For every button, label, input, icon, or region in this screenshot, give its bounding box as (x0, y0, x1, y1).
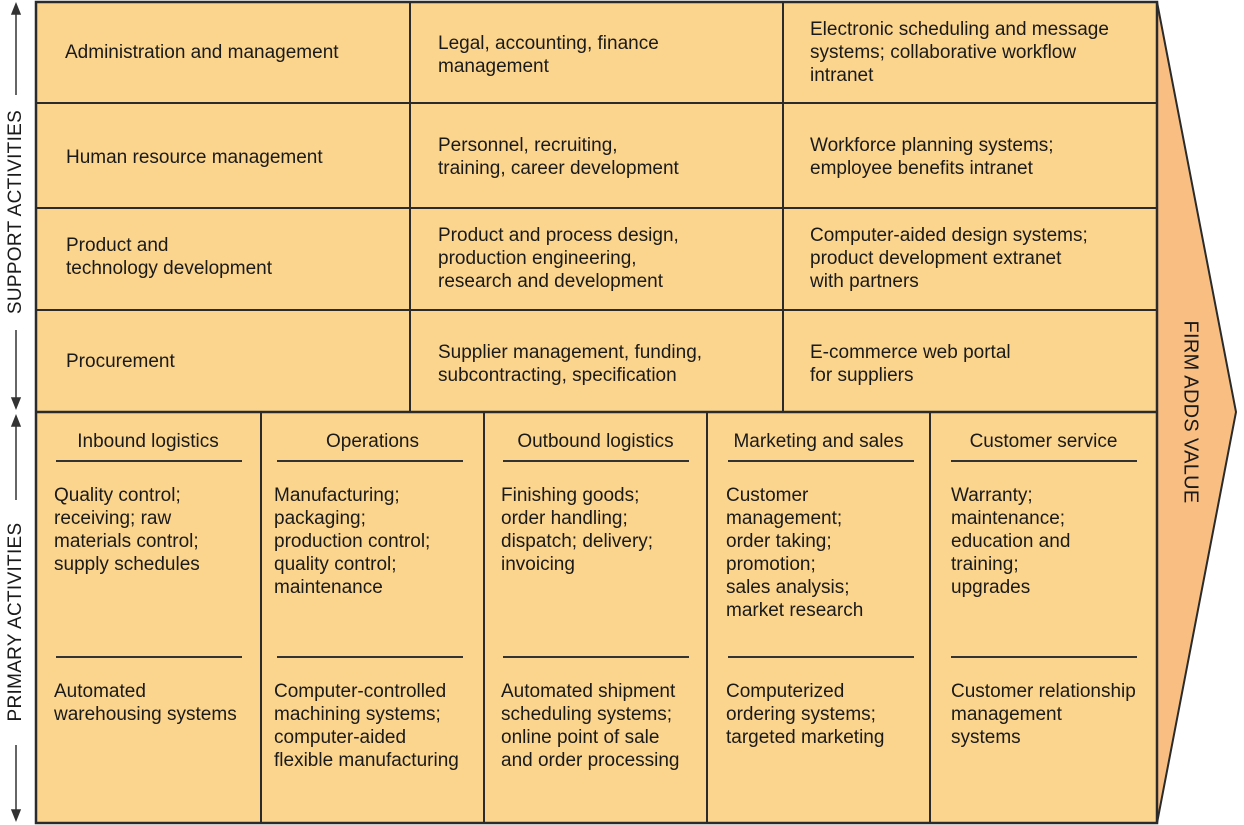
support-activity-label: Administration and management (65, 42, 339, 63)
section-divider (951, 656, 1137, 658)
section-divider (503, 656, 689, 658)
primary-business-text: Finishing goods; order handling; dispatch; delivery; invoicing (501, 485, 654, 575)
primary-business-text: Manufacturing; packaging; production control; quality control; maintenance (274, 485, 431, 598)
primary-column-title: Customer service (969, 431, 1118, 452)
support-technology-text: Electronic scheduling and message systems; collaborative workflow intranet (810, 19, 1109, 86)
primary-column-title: Operations (326, 431, 419, 452)
primary-column-title: Inbound logistics (77, 431, 219, 452)
title-underline (56, 460, 242, 462)
support-technology-text: Workforce planning systems; employee benefits intranet (810, 135, 1054, 179)
section-divider (728, 656, 914, 658)
support-arrow-up (12, 4, 20, 14)
title-underline (728, 460, 914, 462)
primary-technology-text: Computer-controlled machining systems; computer-aided flexible manufacturing (274, 681, 459, 771)
support-activities-label: SUPPORT ACTIVITIES (5, 109, 26, 315)
support-activity-label: Procurement (66, 351, 175, 372)
title-underline (503, 460, 689, 462)
primary-arrow-down (12, 810, 20, 820)
support-activity-label: Human resource management (66, 147, 323, 168)
primary-column-title: Outbound logistics (517, 431, 674, 452)
primary-business-text: Customer management; order taking; promotion; sales analysis; market research (726, 485, 864, 621)
support-technology-text: Computer-aided design systems; product development extranet with partners (810, 225, 1088, 292)
primary-technology-text: Customer relationship management systems (951, 681, 1136, 748)
section-divider (56, 656, 242, 658)
primary-business-text: Quality control; receiving; raw materials control; supply schedules (54, 485, 200, 575)
support-business-text: Product and process design, production engineering, research and development (438, 225, 679, 292)
primary-technology-text: Automated warehousing systems (54, 681, 237, 725)
title-underline (277, 460, 463, 462)
primary-business-text: Warranty; maintenance; education and training; upgrades (951, 485, 1071, 598)
primary-column-title: Marketing and sales (733, 431, 904, 452)
support-business-text: Personnel, recruiting, training, career development (438, 135, 679, 179)
firm-adds-value-label: FIRM ADDS VALUE (1179, 320, 1202, 504)
support-activity-label: Product and technology development (66, 235, 272, 279)
primary-technology-text: Computerized ordering systems; targeted marketing (726, 681, 885, 748)
support-technology-text: E-commerce web portal for suppliers (810, 342, 1011, 386)
support-business-text: Supplier management, funding, subcontracting, specification (438, 342, 703, 386)
support-row-administration (37, 3, 409, 102)
primary-arrow-up (12, 416, 20, 426)
primary-activities-label: PRIMARY ACTIVITIES (5, 522, 26, 722)
title-underline (951, 460, 1137, 462)
primary-technology-text: Automated shipment scheduling systems; online point of sale and order processing (501, 681, 680, 771)
support-arrow-down (12, 398, 20, 408)
section-divider (277, 656, 463, 658)
support-business-text: Legal, accounting, finance management (438, 33, 659, 77)
